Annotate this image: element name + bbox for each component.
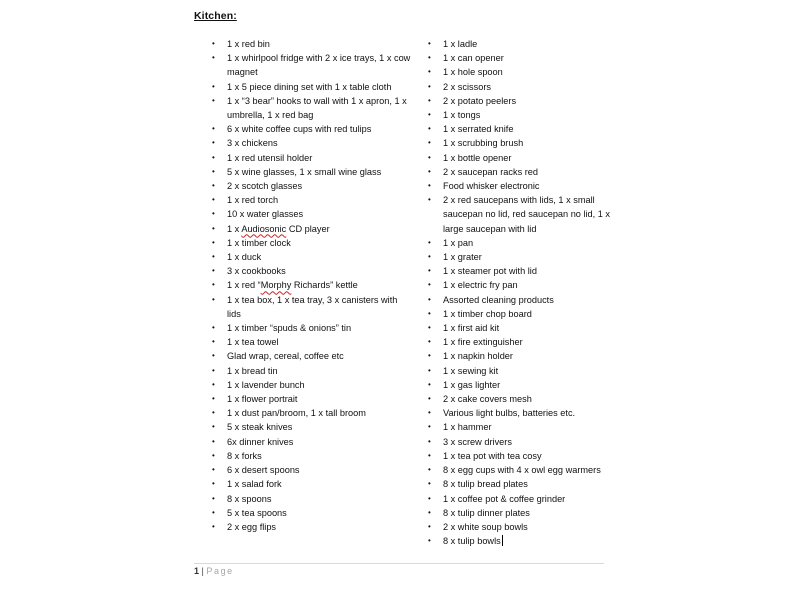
bullet-icon: • bbox=[428, 394, 431, 404]
list-item-text: 8 x tulip bread plates bbox=[443, 479, 528, 490]
misspelled-word: Morphy bbox=[260, 280, 292, 291]
list-item-text: 2 x white soup bowls bbox=[443, 521, 528, 532]
list-item-text: 3 x screw drivers bbox=[443, 436, 512, 447]
list-item-text: 1 x red “ bbox=[227, 280, 261, 291]
bullet-icon: • bbox=[212, 166, 215, 176]
bullet-icon: • bbox=[428, 53, 431, 63]
list-item bbox=[212, 477, 412, 491]
list-item bbox=[212, 449, 412, 463]
bullet-icon: • bbox=[428, 337, 431, 347]
list-item bbox=[428, 94, 613, 108]
list-item bbox=[428, 65, 613, 79]
list-item-text: 1 x serrated knife bbox=[443, 124, 514, 135]
list-item-text: 1 x duck bbox=[227, 252, 262, 263]
bullet-icon: • bbox=[428, 450, 431, 460]
page-footer bbox=[194, 566, 234, 576]
list-item bbox=[428, 51, 613, 65]
list-item-text: 1 x electric fry pan bbox=[443, 280, 518, 291]
list-item bbox=[428, 435, 613, 449]
list-item bbox=[428, 307, 613, 321]
list-item bbox=[428, 349, 613, 363]
list-item-text: 1 x pan bbox=[443, 237, 474, 248]
list-item bbox=[212, 136, 412, 150]
list-item-text: 1 x napkin holder bbox=[443, 351, 513, 362]
list-item-text: 1 x lavender bunch bbox=[227, 379, 305, 390]
bullet-icon: • bbox=[212, 252, 215, 262]
list-item-text: 1 x grater bbox=[443, 252, 482, 263]
right-item-list bbox=[428, 37, 613, 548]
bullet-icon: • bbox=[428, 294, 431, 304]
list-item-text: 1 x timber clock bbox=[227, 237, 291, 248]
misspelled-word: Audiosonic bbox=[241, 223, 287, 234]
list-item-text: 6 x desert spoons bbox=[227, 465, 300, 476]
list-item bbox=[428, 37, 613, 51]
list-item bbox=[428, 80, 613, 94]
section-heading: Kitchen: bbox=[194, 10, 237, 22]
bullet-icon: • bbox=[428, 521, 431, 531]
list-item-text: 1 x first aid kit bbox=[443, 323, 500, 334]
footer-separator: | bbox=[199, 566, 207, 576]
list-item bbox=[212, 179, 412, 193]
list-item-text: 10 x water glasses bbox=[227, 209, 304, 220]
list-item bbox=[212, 406, 412, 420]
list-item bbox=[428, 165, 613, 179]
bullet-icon: • bbox=[212, 209, 215, 219]
list-item bbox=[212, 492, 412, 506]
list-item bbox=[428, 264, 613, 278]
list-item bbox=[428, 364, 613, 378]
list-item-text: 1 x coffee pot & coffee grinder bbox=[443, 493, 566, 504]
list-item-text: Various light bulbs, batteries etc. bbox=[443, 408, 576, 419]
list-item-text: 8 x egg cups with 4 x owl egg warmers bbox=[443, 465, 601, 476]
page-label: Page bbox=[206, 566, 234, 576]
list-item-text: Food whisker electronic bbox=[443, 181, 540, 192]
list-item bbox=[212, 236, 412, 250]
list-item bbox=[428, 420, 613, 434]
bullet-icon: • bbox=[212, 493, 215, 503]
list-item bbox=[212, 420, 412, 434]
list-item-text: 2 x cake covers mesh bbox=[443, 394, 532, 405]
bullet-icon: • bbox=[428, 95, 431, 105]
list-item bbox=[428, 406, 613, 420]
bullet-icon: • bbox=[212, 465, 215, 475]
list-item-text: 1 x hammer bbox=[443, 422, 492, 433]
list-item bbox=[428, 463, 613, 477]
bullet-icon: • bbox=[428, 152, 431, 162]
list-item bbox=[428, 278, 613, 292]
list-item bbox=[428, 392, 613, 406]
bullet-icon: • bbox=[212, 507, 215, 517]
list-item bbox=[212, 80, 412, 94]
list-item-text: 1 x whirlpool fridge with 2 x ice trays, 1 x cow magnet bbox=[227, 53, 411, 78]
list-item-text: 8 x tulip bowls bbox=[443, 536, 501, 547]
bullet-icon: • bbox=[212, 53, 215, 63]
list-item bbox=[212, 378, 412, 392]
list-item bbox=[428, 520, 613, 534]
list-item bbox=[212, 94, 412, 122]
bullet-icon: • bbox=[212, 479, 215, 489]
bullet-icon: • bbox=[428, 195, 431, 205]
list-item bbox=[428, 136, 613, 150]
list-item bbox=[428, 449, 613, 463]
list-item bbox=[428, 321, 613, 335]
list-item bbox=[212, 463, 412, 477]
list-item-text: Glad wrap, cereal, coffee etc bbox=[227, 351, 344, 362]
list-item-text: 1 x “3 bear” hooks to wall with 1 x apron, 1 x umbrella, 1 x red bag bbox=[227, 95, 407, 121]
bullet-icon: • bbox=[428, 280, 431, 290]
list-item bbox=[212, 193, 412, 207]
list-item bbox=[212, 435, 412, 449]
list-item-text: 6x dinner knives bbox=[227, 436, 294, 447]
list-item bbox=[212, 37, 412, 51]
list-item-text: 2 x scotch glasses bbox=[227, 181, 303, 192]
bullet-icon: • bbox=[428, 252, 431, 262]
bullet-icon: • bbox=[428, 266, 431, 276]
page-number: 1 bbox=[194, 566, 200, 576]
bullet-icon: • bbox=[212, 223, 215, 233]
list-item-text: 2 x egg flips bbox=[227, 521, 277, 532]
list-item-text: 1 x tongs bbox=[443, 110, 481, 121]
list-item-text: 2 x potato peelers bbox=[443, 95, 517, 106]
list-item-text: 1 x red bin bbox=[227, 39, 270, 49]
bullet-icon: • bbox=[212, 266, 215, 276]
list-item bbox=[212, 222, 412, 236]
list-item-text: 1 x steamer pot with lid bbox=[443, 266, 537, 277]
bullet-icon: • bbox=[428, 379, 431, 389]
list-item-text: 1 x ladle bbox=[443, 39, 478, 49]
list-item-text: 1 x can opener bbox=[443, 53, 504, 64]
bullet-icon: • bbox=[212, 394, 215, 404]
list-item-text: 2 x saucepan racks red bbox=[443, 166, 538, 177]
list-item bbox=[212, 392, 412, 406]
list-item-text: 5 x wine glasses, 1 x small wine glass bbox=[227, 166, 382, 177]
list-item-text: 1 x red torch bbox=[227, 195, 279, 206]
bullet-icon: • bbox=[428, 67, 431, 77]
list-item-text: 2 x scissors bbox=[443, 81, 491, 92]
list-item bbox=[212, 321, 412, 335]
list-item bbox=[212, 506, 412, 520]
list-item-text: 8 x tulip dinner plates bbox=[443, 507, 530, 518]
list-item-text: Assorted cleaning products bbox=[443, 294, 554, 305]
list-item bbox=[212, 293, 412, 321]
list-item-text: 1 x dust pan/broom, 1 x tall broom bbox=[227, 408, 366, 419]
list-item-text: 1 x tea pot with tea cosy bbox=[443, 450, 542, 461]
list-item-text: 1 x fire extinguisher bbox=[443, 337, 523, 348]
bullet-icon: • bbox=[428, 181, 431, 191]
list-item-text: 8 x forks bbox=[227, 450, 262, 461]
bullet-icon: • bbox=[428, 351, 431, 361]
bullet-icon: • bbox=[212, 181, 215, 191]
list-item-text: 6 x white coffee cups with red tulips bbox=[227, 124, 372, 135]
bullet-icon: • bbox=[212, 337, 215, 347]
bullet-icon: • bbox=[212, 95, 215, 105]
text-cursor bbox=[502, 535, 503, 546]
bullet-icon: • bbox=[428, 493, 431, 503]
list-item-text: 1 x 5 piece dining set with 1 x table cloth bbox=[227, 81, 392, 92]
list-item bbox=[212, 335, 412, 349]
list-item-text: 1 x sewing kit bbox=[443, 365, 499, 376]
bullet-icon: • bbox=[428, 408, 431, 418]
list-item-text: 1 x salad fork bbox=[227, 479, 282, 490]
list-item bbox=[428, 534, 613, 548]
bullet-icon: • bbox=[212, 195, 215, 205]
list-item-text: 3 x cookbooks bbox=[227, 266, 286, 277]
bullet-icon: • bbox=[428, 536, 431, 546]
list-item bbox=[212, 151, 412, 165]
bullet-icon: • bbox=[428, 39, 431, 48]
bullet-icon: • bbox=[212, 379, 215, 389]
bullet-icon: • bbox=[212, 138, 215, 148]
list-item bbox=[212, 520, 412, 534]
list-item bbox=[428, 335, 613, 349]
list-item-text: 1 x timber “spuds & onions” tin bbox=[227, 323, 352, 334]
bullet-icon: • bbox=[212, 450, 215, 460]
list-item-text: 1 x red utensil holder bbox=[227, 152, 313, 163]
list-item bbox=[428, 122, 613, 136]
list-item-text: 1 x scrubbing brush bbox=[443, 138, 524, 149]
bullet-icon: • bbox=[212, 323, 215, 333]
list-item bbox=[428, 236, 613, 250]
list-item-text: 1 x tea towel bbox=[227, 337, 279, 348]
bullet-icon: • bbox=[212, 365, 215, 375]
list-item bbox=[212, 51, 412, 79]
bullet-icon: • bbox=[428, 308, 431, 318]
list-item bbox=[212, 349, 412, 363]
list-item-text: 1 x tea box, 1 x tea tray, 3 x canisters with lids bbox=[227, 294, 398, 319]
footer-divider bbox=[194, 563, 604, 564]
bullet-icon: • bbox=[428, 507, 431, 517]
bullet-icon: • bbox=[428, 436, 431, 446]
list-item bbox=[212, 122, 412, 136]
list-item bbox=[428, 506, 613, 520]
bullet-icon: • bbox=[212, 521, 215, 531]
list-item bbox=[212, 250, 412, 264]
bullet-icon: • bbox=[428, 138, 431, 148]
bullet-icon: • bbox=[212, 81, 215, 91]
list-item bbox=[428, 108, 613, 122]
bullet-icon: • bbox=[212, 351, 215, 361]
left-item-list bbox=[212, 37, 412, 534]
bullet-icon: • bbox=[212, 237, 215, 247]
list-item bbox=[428, 492, 613, 506]
list-item-text: 8 x spoons bbox=[227, 493, 272, 504]
bullet-icon: • bbox=[212, 294, 215, 304]
list-item bbox=[428, 193, 613, 236]
bullet-icon: • bbox=[428, 124, 431, 134]
list-item-text: CD player bbox=[286, 223, 330, 234]
bullet-icon: • bbox=[212, 422, 215, 432]
list-item-text: 5 x tea spoons bbox=[227, 507, 287, 518]
bullet-icon: • bbox=[428, 365, 431, 375]
list-item-text: 1 x hole spoon bbox=[443, 67, 503, 78]
list-item-text: 2 x red saucepans with lids, 1 x small saucepan no lid, red saucepan no lid, 1 x large saucepan with lid bbox=[443, 195, 611, 234]
bullet-icon: • bbox=[428, 323, 431, 333]
list-item-text: 1 x timber chop board bbox=[443, 308, 532, 319]
bullet-icon: • bbox=[212, 280, 215, 290]
bullet-icon: • bbox=[428, 479, 431, 489]
bullet-icon: • bbox=[212, 124, 215, 134]
list-item-text: 3 x chickens bbox=[227, 138, 278, 149]
bullet-icon: • bbox=[212, 408, 215, 418]
bullet-icon: • bbox=[428, 166, 431, 176]
list-item bbox=[212, 165, 412, 179]
list-item-text: 1 x bread tin bbox=[227, 365, 278, 376]
bullet-icon: • bbox=[212, 152, 215, 162]
list-item bbox=[428, 477, 613, 491]
list-item bbox=[212, 207, 412, 221]
list-item bbox=[212, 264, 412, 278]
bullet-icon: • bbox=[428, 465, 431, 475]
list-item bbox=[428, 293, 613, 307]
list-item bbox=[428, 250, 613, 264]
list-item bbox=[428, 151, 613, 165]
list-item bbox=[212, 364, 412, 378]
list-item bbox=[212, 278, 412, 292]
bullet-icon: • bbox=[428, 422, 431, 432]
bullet-icon: • bbox=[428, 237, 431, 247]
list-item-text: 1 x bbox=[227, 223, 242, 234]
list-item-text: 5 x steak knives bbox=[227, 422, 293, 433]
list-item bbox=[428, 378, 613, 392]
bullet-icon: • bbox=[212, 436, 215, 446]
list-item-text: Richards” kettle bbox=[291, 280, 358, 291]
list-item-text: 1 x bottle opener bbox=[443, 152, 512, 163]
list-item-text: 1 x flower portrait bbox=[227, 394, 298, 405]
bullet-icon: • bbox=[428, 81, 431, 91]
bullet-icon: • bbox=[212, 39, 215, 48]
bullet-icon: • bbox=[428, 110, 431, 120]
list-item bbox=[428, 179, 613, 193]
list-item-text: 1 x gas lighter bbox=[443, 379, 501, 390]
